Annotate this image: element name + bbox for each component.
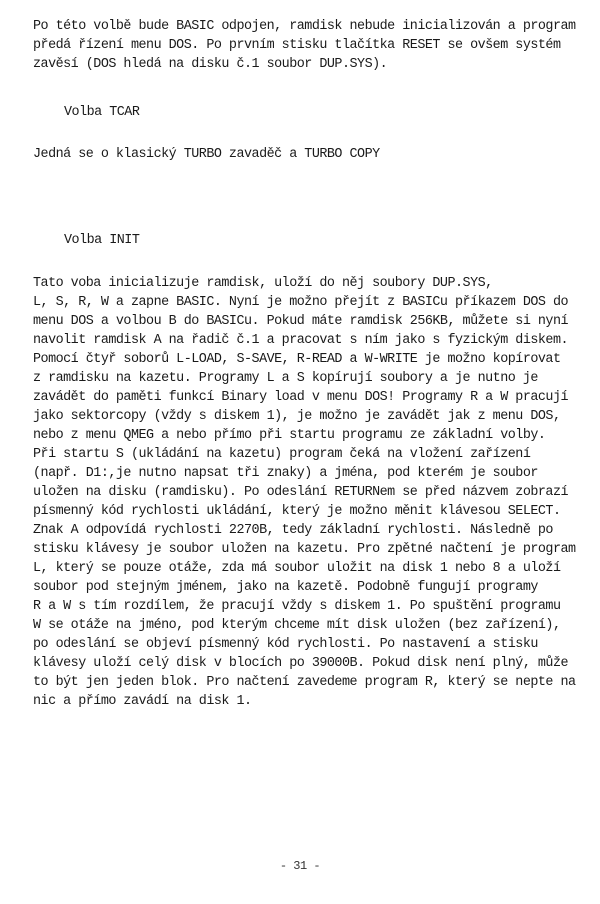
init-line-8: jako sektorcopy (vždy s diskem 1), je možno je zavádět jak z menu DOS, — [33, 409, 561, 424]
init-line-15: stisku klávesy je soubor uložen na kazetu. Pro zpětné načtení je program — [33, 542, 576, 557]
init-line-10: Při startu S (ukládání na kazetu) program čeká na vložení zařízení — [33, 447, 531, 462]
init-line-2: L, S, R, W a zapne BASIC. Nyní je možno přejít z BASICu příkazem DOS do — [33, 295, 569, 310]
init-line-16: L, který se pouze otáže, zda má soubor uložit na disk 1 nebo 8 a uloží — [33, 561, 561, 576]
init-line-5: Pomocí čtyř soborů L-LOAD, S-SAVE, R-READ a W-WRITE je možno kopírovat — [33, 352, 561, 367]
init-line-18: R a W s tím rozdílem, že pracují vždy s diskem 1. Po spuštění programu — [33, 599, 561, 614]
init-line-21: klávesy uloží celý disk v blocích po 39000B. Pokud disk není plný, může — [33, 656, 569, 671]
heading-tcar: Volba TCAR — [64, 105, 140, 120]
init-line-7: zavádět do paměti funkcí Binary load v menu DOS! Programy R a W pracují — [33, 390, 569, 405]
heading-init: Volba INIT — [64, 233, 140, 248]
init-line-17: soubor pod stejným jménem, jako na kazetě. Podobně fungují programy — [33, 580, 538, 595]
init-line-23: nic a přímo zavádí na disk 1. — [33, 694, 252, 709]
tcar-description: Jedná se o klasický TURBO zavaděč a TURBO COPY — [33, 147, 380, 162]
init-line-3: menu DOS a volbou B do BASICu. Pokud máte ramdisk 256KB, můžete si nyní — [33, 314, 569, 329]
init-line-9: nebo z menu QMEG a nebo přímo při startu programu ze základní volby. — [33, 428, 546, 443]
page-number: - 31 - — [279, 859, 321, 873]
init-line-14: Znak A odpovídá rychlosti 2270B, tedy základní rychlosti. Následně po — [33, 523, 553, 538]
init-line-4: navolit ramdisk A na řadič č.1 a pracovat s ním jako s fyzickým diskem. — [33, 333, 569, 348]
init-line-12: uložen na disku (ramdisku). Po odeslání RETURNem se před názvem zobrazí — [33, 485, 569, 500]
intro-line-3: zavěsí (DOS hledá na disku č.1 soubor DUP.SYS). — [33, 57, 388, 72]
init-line-1: Tato voba inicializuje ramdisk, uloží do něj soubory DUP.SYS, — [33, 276, 493, 291]
intro-line-1: Po této volbě bude BASIC odpojen, ramdisk nebude inicializován a program — [33, 19, 576, 34]
init-line-6: z ramdisku na kazetu. Programy L a S kopírují soubory a je nutno je — [33, 371, 538, 386]
intro-line-2: předá řízení menu DOS. Po prvním stisku tlačítka RESET se ovšem systém — [33, 38, 561, 53]
init-line-19: W se otáže na jméno, pod kterým chceme mít disk uložen (bez zařízení), — [33, 618, 561, 633]
init-line-20: po odeslání se objeví písmenný kód rychlosti. Po nastavení a stisku — [33, 637, 538, 652]
init-line-13: písmenný kód rychlosti ukládání, který je možno měnit klávesou SELECT. — [33, 504, 561, 519]
init-line-11: (např. D1:,je nutno napsat tři znaky) a jména, pod kterém je soubor — [33, 466, 538, 481]
init-line-22: to být jen jeden blok. Pro načtení zavedeme program R, který se nepte na — [33, 675, 576, 690]
